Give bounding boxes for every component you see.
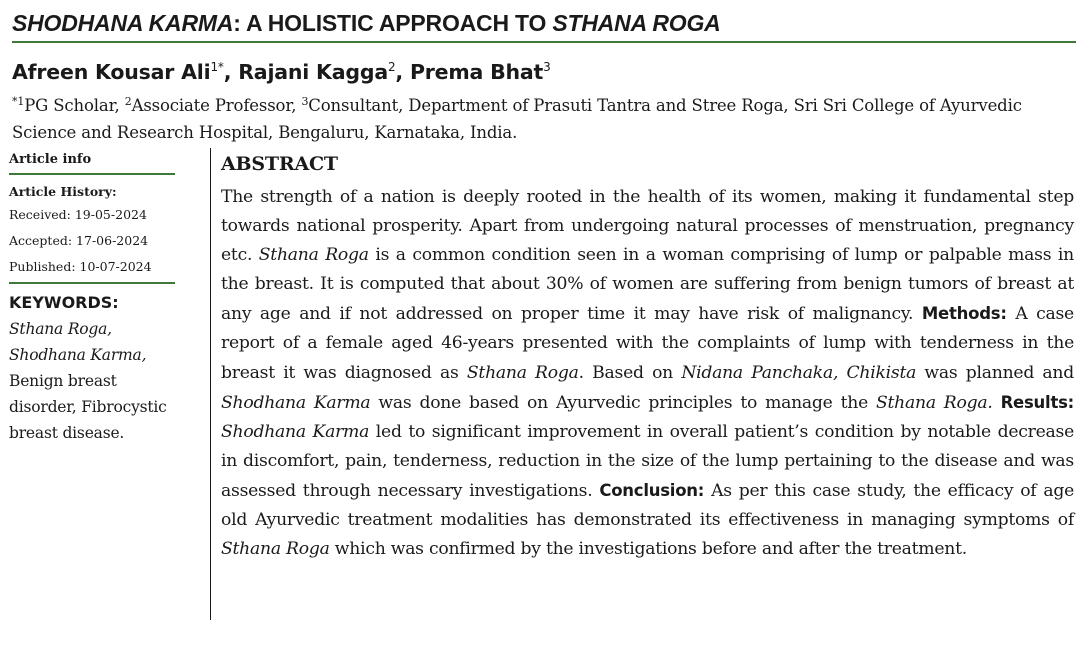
title-part-italic-1: SHODHANA KARMA <box>12 10 234 36</box>
abstract-term: Nidana Panchaka, Chikista <box>681 362 917 383</box>
published-date: Published: 10-07-2024 <box>9 259 152 274</box>
methods-label: Methods: <box>921 304 1007 324</box>
author-sup: 3 <box>543 60 551 74</box>
paper-title <box>12 8 1076 43</box>
article-history-label: Article History: <box>9 184 117 199</box>
abstract-text: which was confirmed by the investigations before and after the treatment. <box>329 539 967 560</box>
keyword-line: Sthana Roga, <box>9 320 112 338</box>
abstract-term: Sthana Roga <box>221 539 330 560</box>
column-divider <box>210 148 211 620</box>
abstract-text: was planned and <box>916 362 1074 383</box>
abstract-term: Shodhana Karma <box>221 392 371 413</box>
affil-sup: 2 <box>124 95 132 108</box>
abstract-body <box>221 183 1074 564</box>
abstract-section <box>221 149 1074 564</box>
author-name: Afreen Kousar Ali <box>12 60 211 84</box>
author-sup: 2 <box>387 60 396 74</box>
title-part-2: : A HOLISTIC APPROACH TO <box>233 10 553 36</box>
conclusion-label: Conclusion: <box>599 480 705 500</box>
divider <box>9 282 175 284</box>
abstract-text: . Based on <box>578 362 682 383</box>
keywords-heading: KEYWORDS: <box>9 293 119 312</box>
abstract-text: A case report of a female aged 46-years presented with the complaints of lump with tenderness in the breast it was diagnosed as <box>221 304 1074 383</box>
abstract-text: is a common condition seen in a woman comprising of lump or palpable mass in the breast. It is computed that about 30% of women are suffering from benign tumors of breast at any age and if not addressed on proper time it may have risk of malignancy. <box>221 245 1074 325</box>
author-list: Afreen Kousar Ali$^{1*}$, Rajani Kagga$^2$, Prema Bhat$^3$ <box>12 60 551 84</box>
abstract-heading: ABSTRACT <box>221 153 338 175</box>
affil-role: Associate Professor, <box>131 96 302 115</box>
abstract-text: was done based on Ayurvedic principles to manage the <box>370 392 876 413</box>
article-info-heading: Article info <box>9 149 175 175</box>
affil-sup: *1 <box>12 95 25 108</box>
article-sidebar <box>9 149 177 446</box>
keyword-line: Shodhana Karma, <box>9 346 147 364</box>
title-part-italic-3: STHANA ROGA <box>552 10 721 36</box>
affil-role: PG Scholar, <box>24 96 125 115</box>
accepted-date: Accepted: 17-06-2024 <box>9 233 149 248</box>
results-label: Results: <box>1000 392 1075 412</box>
keyword-line: Benign breast <box>9 372 117 390</box>
abstract-term: Shodhana Karma <box>221 421 370 442</box>
keyword-line: breast disease. <box>9 424 125 442</box>
author-name: Prema Bhat <box>409 60 544 84</box>
abstract-term: Sthana Roga <box>466 362 579 383</box>
abstract-term: Sthana Roga <box>258 245 369 266</box>
abstract-text: The strength of a nation is deeply rooted in the health of its women, making it fundamental step towards national prosperity. Apart from undergoing natural processes of menstruation, pregnancy etc. <box>221 187 1074 266</box>
author-name: Rajani Kagga <box>238 60 388 84</box>
keyword-line: disorder, Fibrocystic <box>9 398 167 416</box>
affil-sup: 3 <box>301 95 309 108</box>
affiliation <box>12 88 1072 146</box>
abstract-term: Sthana Roga. <box>876 392 993 413</box>
abstract-text: As per this case study, the efficacy of age old Ayurvedic treatment modalities has demonstrated its effectiveness in managing symptoms of <box>221 480 1074 531</box>
author-sup: 1* <box>210 60 224 74</box>
affil-role: Consultant, Department of Prasuti Tantra and Stree Roga, Sri Sri College of Ayurvedic Science and Research Hospital, Bengaluru, Karnataka, India. <box>12 96 1022 142</box>
abstract-text: led to significant improvement in overall patient’s condition by notable decrease in discomfort, pain, tenderness, reduction in the size of the lump pertaining to the disease and was assessed through necessary investigations. <box>221 421 1075 501</box>
received-date: Received: 19-05-2024 <box>9 207 147 222</box>
